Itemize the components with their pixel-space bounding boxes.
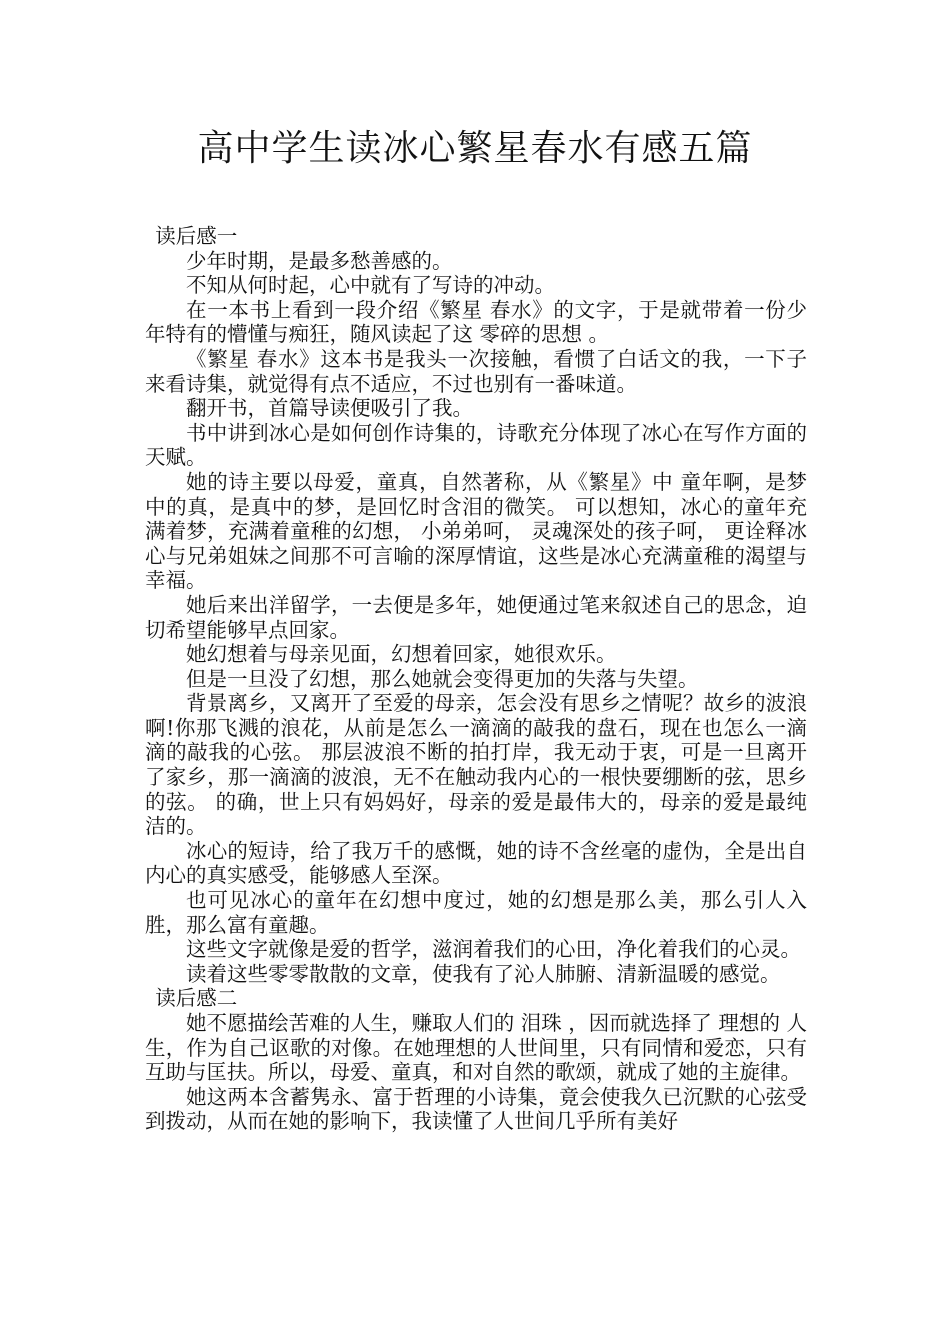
document-body bbox=[145, 224, 807, 1134]
paragraph: 冰心的短诗，给了我万千的感慨，她的诗不含丝毫的虚伪，全是出自内心的真实感受，能够感人至深。 bbox=[145, 838, 807, 888]
paragraph: 《繁星 春水》这本书是我头一次接触，看惯了白话文的我，一下子来看诗集，就觉得有点不适应，不过也别有一番味道。 bbox=[145, 346, 807, 396]
paragraph: 她后来出洋留学，一去便是多年，她便通过笔来叙述自己的思念，迫切希望能够早点回家。 bbox=[145, 592, 807, 642]
paragraph: 书中讲到冰心是如何创作诗集的，诗歌充分体现了冰心在写作方面的天赋。 bbox=[145, 420, 807, 470]
paragraph: 她不愿描绘苦难的人生，赚取人们的 泪珠 ，因而就选择了 理想的 人生，作为自己讴歌的对像。在她理想的人世间里，只有同情和爱恋，只有互助与匡扶。所以，母爱、童真，和对自然的歌颂，就成了她的主旋律。 bbox=[145, 1011, 807, 1085]
paragraph: 这些文字就像是爱的哲学，滋润着我们的心田，净化着我们的心灵。 bbox=[186, 937, 801, 962]
paragraph: 读着这些零零散散的文章，使我有了沁人肺腑、清新温暖的感觉。 bbox=[186, 961, 781, 986]
paragraph: 少年时期，是最多愁善感的。 bbox=[186, 248, 453, 273]
paragraph: 她的诗主要以母爱，童真，自然著称，从《繁星》中 童年啊，是梦中的真，是真中的梦，是回忆时含泪的微笑。 可以想知，冰心的童年充满着梦，充满着童稚的幻想， 小弟弟呵， 灵魂深处的孩子呵， 更诠释冰心与兄弟姐妹之间那不可言喻的深厚情谊，这些是冰心充满童稚的渴望与幸福。 bbox=[145, 469, 807, 593]
section-heading: 读后感一 bbox=[155, 224, 238, 248]
paragraph: 她这两本含蓄隽永、富于哲理的小诗集，竟会使我久已沉默的心弦受到拨动，从而在她的影响下，我读懂了人世间几乎所有美好 bbox=[145, 1084, 807, 1134]
paragraph: 翻开书，首篇导读便吸引了我。 bbox=[186, 396, 473, 421]
paragraph: 也可见冰心的童年在幻想中度过，她的幻想是那么美，那么引人入胜，那么富有童趣。 bbox=[145, 888, 807, 937]
paragraph: 背景离乡，又离开了至爱的母亲，怎会没有思乡之情呢？故乡的波浪啊!你那飞溅的浪花，从前是怎么一滴滴的敲我的盘石，现在也怎么一滴滴的敲我的心弦。 那层波浪不断的拍打岸，我无动于衷，可是一旦离开了家乡，那一滴滴的波浪，无不在触动我内心的一根快要绷断的弦，思乡的弦。 的确，世上只有妈妈好，母亲的爱是最伟大的，母亲的爱是最纯洁的。 bbox=[145, 691, 807, 839]
paragraph: 在一本书上看到一段介绍《繁星 春水》的文字，于是就带着一份少年特有的懵懂与痴狂，随风读起了这 零碎的思想 。 bbox=[145, 297, 807, 347]
paragraph: 不知从何时起，心中就有了写诗的冲动。 bbox=[186, 273, 555, 298]
section-heading: 读后感二 bbox=[155, 986, 238, 1011]
document-title: 高中学生读冰心繁星春水有感五篇 bbox=[197, 128, 753, 169]
paragraph: 她幻想着与母亲见面，幻想着回家，她很欢乐。 bbox=[186, 642, 617, 667]
paragraph: 但是一旦没了幻想，那么她就会变得更加的失落与失望。 bbox=[186, 666, 699, 691]
